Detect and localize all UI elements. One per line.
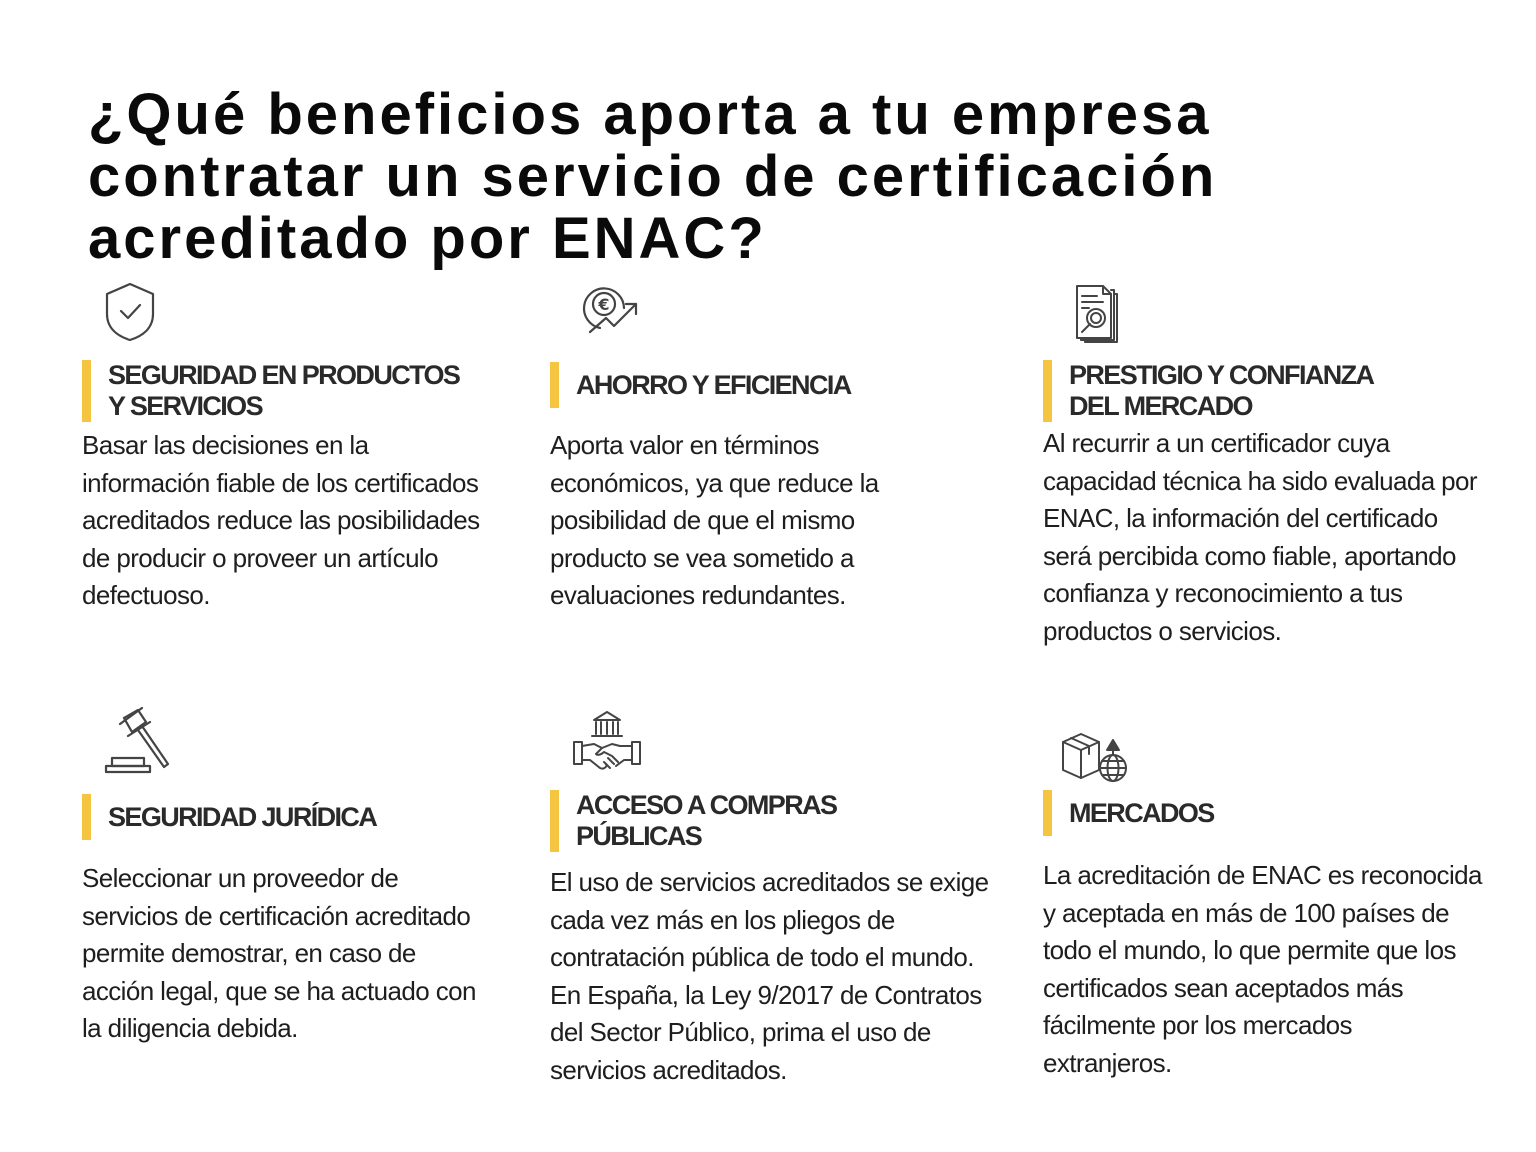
euro-growth-icon [580,280,650,350]
card-heading [550,790,970,852]
svg-text:€: € [598,295,610,314]
card-heading-text: AHORRO Y EFICIENCIA [576,369,851,400]
government-handshake-icon [572,706,642,776]
box-globe-icon [1059,718,1129,788]
accent-bar [82,360,91,422]
card-body: El uso de servicios acreditados se exige cada vez más en los pliegos de contratación pública de todo el mundo. En España, la Ley 9/2017 de Contratos del Sector Público, prima el uso de servicios acreditados. [550,867,989,1085]
shield-check-icon [98,280,168,350]
benefit-card-ahorro [550,280,990,620]
card-body: Seleccionar un proveedor de servicios de certificación acreditado permite demostrar, en caso de acción legal, que se ha actuado con la diligencia debida. [82,863,476,1043]
card-heading-text: PRESTIGIO Y CONFIANZA DEL MERCADO [1069,360,1374,421]
card-heading [1043,360,1463,422]
benefit-card-seguridad-productos [82,280,522,620]
card-heading-text: ACCESO A COMPRAS PÚBLICAS [576,790,837,851]
card-heading-text: MERCADOS [1069,797,1214,828]
benefit-card-prestigio [1043,280,1483,700]
card-heading-text: SEGURIDAD JURÍDICA [108,801,377,832]
card-body: La acreditación de ENAC es reconocida y aceptada en más de 100 países de todo el mundo, lo que permite que los certificados sean aceptados más fácilmente por los mercados extranjeros. [1043,860,1482,1078]
card-body: Aporta valor en términos económicos, ya que reduce la posibilidad de que el mismo producto se vea sometido a evaluaciones redundantes. [550,430,879,610]
accent-bar [550,790,559,852]
accent-bar [550,362,559,408]
card-heading-text: SEGURIDAD EN PRODUCTOS Y SERVICIOS [108,360,460,421]
benefit-card-mercados [1043,706,1483,1086]
accent-bar [82,794,91,840]
card-heading [550,362,970,408]
benefit-card-compras-publicas [550,706,990,1086]
page-title: ¿Qué beneficios aporta a tu empresa contratar un servicio de certificación acreditado por ENAC? [88,82,1218,271]
accent-bar [1043,790,1052,836]
benefit-card-seguridad-juridica [82,706,522,1086]
card-heading [82,360,502,422]
gavel-icon [102,706,172,776]
accent-bar [1043,360,1052,422]
card-heading [1043,790,1463,836]
document-search-icon [1063,280,1133,350]
card-heading [82,794,502,840]
card-body: Basar las decisiones en la información fiable de los certificados acreditados reduce las posibilidades de producir o proveer un artículo defectuoso. [82,430,480,610]
card-body: Al recurrir a un certificador cuya capacidad técnica ha sido evaluada por ENAC, la información del certificado será percibida como fiable, aportando confianza y reconocimiento a tus productos o servicios. [1043,428,1477,646]
